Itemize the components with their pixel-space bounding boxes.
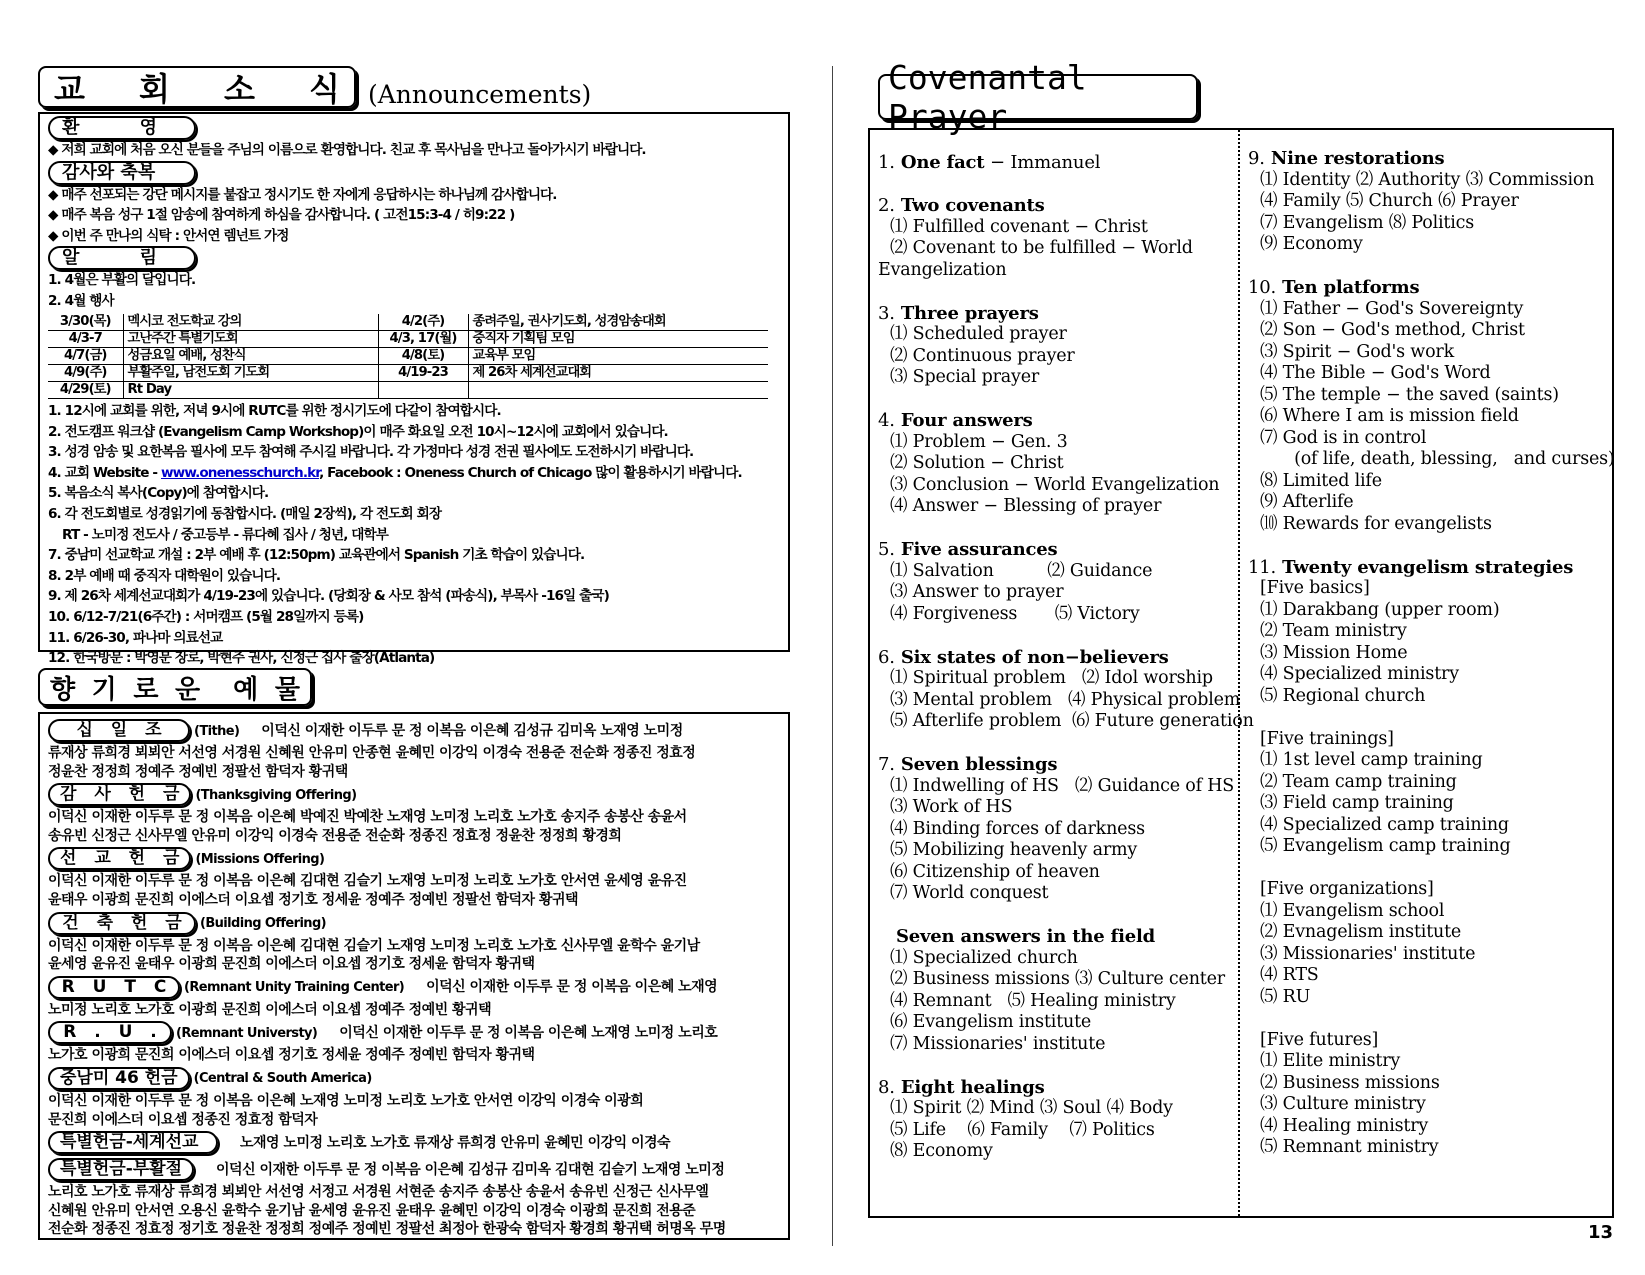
section-gap	[878, 905, 1234, 927]
offering-names-line: 노미정 노리호 노가호 이광희 문진희 이에스더 이요셉 정예주 정예빈 황귀택	[48, 1001, 492, 1018]
section-gap	[878, 1055, 1234, 1077]
prayer-section-heading	[878, 410, 1234, 432]
prayer-item: ⑶ Field camp training	[1260, 793, 1454, 813]
offering-header	[48, 974, 782, 1001]
event-cell: 4/19-23	[378, 365, 468, 382]
event-cell: 고난주간 특별기도회	[123, 331, 378, 348]
event-cell: 4/3-7	[48, 331, 123, 348]
prayer-item: ⑶ Missionaries' institute	[1260, 943, 1476, 964]
prayer-item: ⑸ Evangelism camp training	[1260, 836, 1511, 856]
welcome-label-text: 환 영	[62, 117, 158, 138]
prayer-item: ⑵ Evnagelism institute	[1260, 922, 1462, 942]
prayer-item: ⑴ Father − God's Sovereignty	[1260, 298, 1524, 319]
prayer-item: ⑹ Where I am is mission field	[1260, 406, 1519, 426]
offering-names-line: 노가호 이광희 문진희 이에스더 이요셉 정기호 정세윤 정예주 정예빈 함덕자 황귀택	[48, 1047, 535, 1064]
section-title: Five assurances	[900, 539, 1058, 560]
announcements-box	[38, 112, 790, 667]
section-gap	[878, 733, 1234, 755]
notice-item: 12. 한국방문 : 박영문 장로, 박현주 권사, 신정근 집사 출장(Atlanta)	[48, 650, 435, 667]
thanks-label: 감사와 축복	[48, 161, 196, 185]
prayer-item	[1248, 858, 1610, 880]
prayer-item: ⑸ Regional church	[1260, 685, 1426, 706]
prayer-section-heading	[878, 195, 1234, 217]
section-title: Ten platforms	[1282, 277, 1420, 298]
title-char: 교	[54, 70, 85, 108]
offering-names: 이덕신 이재한 이두루 문 정 이복음 이은혜 노재영 노미정 노리호	[339, 1024, 718, 1041]
section-gap	[1248, 535, 1610, 557]
event-row	[48, 314, 768, 331]
notice-label	[48, 246, 196, 270]
offering-names-line: 송유빈 신정근 신사무엘 안유미 이강익 이경숙 전용준 전순화 정종진 정효정 정윤찬 정정희 황경희	[48, 827, 622, 844]
prayer-item: ⑻ Limited life	[1260, 470, 1382, 491]
event-cell: 교육부 모임	[468, 348, 768, 365]
page-divider	[832, 66, 833, 1246]
offering-header	[48, 717, 782, 744]
event-cell: 성금요일 예배, 성찬식	[123, 348, 378, 365]
section-title: Four answers	[900, 410, 1033, 431]
prayer-item: ⑷ Specialized ministry	[1260, 664, 1459, 684]
notice-item: RT - 노미정 전도사 / 중고등부 - 류다혜 집사 / 청년, 대학부	[62, 526, 388, 543]
prayer-item: ⑻ Economy	[890, 1141, 993, 1161]
announcements-subtitle: (Announcements)	[368, 80, 592, 109]
prayer-item: [Five trainings]	[1260, 728, 1394, 749]
offering-header	[48, 1129, 782, 1156]
offering-label: 특별헌금-세계선교	[48, 1131, 218, 1154]
prayer-section-heading	[878, 1077, 1234, 1099]
prayer-item: ⑼ Afterlife	[1260, 492, 1354, 512]
prayer-item: ⑴ Salvation ⑵ Guidance	[890, 560, 1153, 581]
offering-english: (Tithe)	[194, 723, 240, 739]
section-number: 5.	[878, 539, 895, 560]
offerings-title	[38, 668, 312, 706]
offering-english: (Central & South America)	[193, 1071, 372, 1087]
prayer-item: ⑶ Conclusion − World Evangelization	[890, 474, 1220, 495]
prayer-section-heading	[878, 539, 1234, 561]
events-table	[48, 314, 768, 400]
prayer-item: ⑸ Mobilizing heavenly army	[890, 840, 1138, 860]
offering-names: 이덕신 이재한 이두루 문 정 이복음 이은혜 노재영	[426, 979, 718, 996]
offering-english: (Building Offering)	[200, 916, 327, 932]
announcement-line: 1. 4월은 부활의 달입니다.	[48, 272, 196, 289]
prayer-section-heading	[1248, 277, 1610, 299]
offering-names-line: 신혜원 안유미 안서연 오용신 윤학수 윤기남 윤세영 윤유진 윤태우 윤혜민 이강익 이경숙 이광희 문진희 전용준	[48, 1202, 696, 1219]
title-char: 식	[309, 70, 340, 108]
prayer-item	[1248, 707, 1610, 729]
prayer-item: ⑷ RTS	[1260, 965, 1319, 985]
prayer-item: [Five basics]	[1260, 578, 1370, 598]
offering-names-line: 윤세영 윤유진 윤태우 이광희 문진희 이에스더 이요셉 정기호 정세윤 함덕자 황귀택	[48, 956, 535, 973]
section-number: 8.	[878, 1076, 895, 1098]
section-number: 2.	[878, 195, 895, 216]
prayer-item: ⑵ Solution − Christ	[890, 453, 1064, 473]
prayer-item: ⑵ Business missions	[1260, 1072, 1440, 1093]
column-divider	[1238, 130, 1240, 1216]
event-cell: 제 26차 세계선교대회	[468, 365, 768, 382]
prayer-item: ⑵ Continuous prayer	[890, 345, 1075, 366]
section-number: 11.	[1248, 556, 1277, 578]
offering-names-line: 문진희 이에스더 이요셉 정종진 정효정 함덕자	[48, 1111, 318, 1128]
prayer-item: ⑵ Team camp training	[1260, 771, 1457, 792]
prayer-item: ⑵ Son − God's method, Christ	[1260, 320, 1525, 340]
offering-names-line: 이덕신 이재한 이두루 문 정 이복음 이은혜 노재영 노미정 노리호 노가호 안서연 이강익 이경숙 이광희	[48, 1092, 644, 1109]
section-number: 7.	[878, 754, 895, 775]
event-cell: 4/8(토)	[378, 348, 468, 365]
title-char: 기	[91, 674, 117, 705]
prayer-item: ⑹ Evangelism institute	[890, 1012, 1092, 1032]
covenantal-prayer-title: Covenantal Prayer	[878, 74, 1198, 120]
prayer-item: ⑸ The temple − the saved (saints)	[1260, 384, 1559, 405]
offering-label: 특별헌금-부활절	[48, 1158, 194, 1181]
event-cell: 4/3, 17(월)	[378, 331, 468, 348]
notice-item: 7. 중남미 선교학교 개설 : 2부 예배 후 (12:50pm) 교육관에서 Spanish 기초 학습이 있습니다.	[48, 547, 585, 564]
prayer-section-heading	[1248, 557, 1610, 579]
prayer-item: ⑷ Forgiveness ⑸ Victory	[890, 603, 1140, 624]
prayer-item: (of life, death, blessing, and curses)	[1278, 449, 1615, 469]
offering-names-line: 전순화 정종진 정효정 정기호 정윤찬 정정희 정예주 정예빈 정팔선 최정아 한광숙 함덕자 황경희 황귀택 허명옥 무명	[48, 1221, 726, 1238]
notice-item: 6. 각 전도회별로 성경읽기에 동참합시다. (매일 2장씩), 각 전도회 회장	[48, 506, 442, 523]
section-gap	[1248, 256, 1610, 278]
notice-item: 10. 6/12-7/21(6주간) : 서머캠프 (5월 28일까지 등록)	[48, 609, 364, 625]
prayer-item: ⑵ Team ministry	[1260, 621, 1407, 641]
prayer-item: [Five organizations]	[1260, 879, 1434, 899]
event-cell	[378, 382, 468, 399]
notice-item: 1. 12시에 교회를 위한, 저녁 9시에 RUTC를 위한 정시기도에 다같이 참여합시다.	[48, 403, 501, 420]
prayer-item: ⑴ Darakbang (upper room)	[1260, 599, 1500, 620]
event-cell: 4/29(토)	[48, 382, 123, 399]
offering-header	[48, 910, 782, 937]
event-cell: 멕시코 전도학교 강의	[123, 314, 378, 331]
event-cell: 3/30(목)	[48, 314, 123, 331]
offering-header	[48, 1156, 782, 1183]
offering-names-line: 류재상 류희경 뵈뵈안 서선영 서경원 신혜원 안유미 안종현 윤혜민 이강익 이경숙 전용준 전순화 정종진 정효정	[48, 745, 696, 761]
prayer-item: ⑶ Spirit − God's work	[1260, 341, 1454, 362]
prayer-item: ⑴ Elite ministry	[1260, 1051, 1401, 1071]
prayer-item: ⑶ Mission Home	[1260, 642, 1408, 663]
prayer-item: ⑴ Indwelling of HS ⑵ Guidance of HS	[890, 775, 1235, 796]
prayer-item: ⑷ The Bible − God's Word	[1260, 363, 1491, 383]
prayer-item: ⑷ Healing ministry	[1260, 1115, 1429, 1136]
prayer-item: ⑸ Life ⑹ Family ⑺ Politics	[890, 1119, 1155, 1140]
notice-item: 2. 전도캠프 워크샵 (Evangelism Camp Workshop)이 매주 화요일 오전 10시~12시에 교회에서 있습니다.	[48, 423, 668, 440]
offering-label: 감 사 헌 금	[48, 783, 191, 806]
offering-label: R . U .	[48, 1021, 172, 1044]
prayer-item: ⑷ Specialized camp training	[1260, 814, 1509, 835]
event-cell: Rt Day	[123, 382, 378, 399]
event-row	[48, 365, 768, 382]
prayer-item: ⑺ World conquest	[890, 883, 1049, 903]
prayer-item: ⑶ Special prayer	[890, 367, 1040, 387]
prayer-item: ⑸ Remnant ministry	[1260, 1137, 1439, 1157]
title-char: 소	[224, 70, 255, 108]
prayer-item: ⑶ Culture ministry	[1260, 1094, 1426, 1114]
offering-label: R U T C	[48, 976, 180, 999]
prayer-section-heading	[878, 152, 1234, 174]
prayer-item: ⑴ Scheduled prayer	[890, 324, 1067, 344]
announcement-line: ◆ 저희 교회에 처음 오신 분들을 주님의 이름으로 환영합니다. 친교 후 목사님을 만나고 돌아가시기 바랍니다.	[48, 142, 646, 158]
notice-label-text: 알 림	[62, 247, 158, 269]
prayer-item: ⑵ Business missions ⑶ Culture center	[890, 969, 1225, 989]
prayer-item: ⑹ Citizenship of heaven	[890, 861, 1100, 882]
offering-label: 중남미 46 헌금	[48, 1067, 190, 1090]
section-number: 1.	[878, 152, 895, 173]
prayer-item: ⑺ Missionaries' institute	[890, 1033, 1106, 1054]
section-gap	[878, 389, 1234, 411]
prayer-item: ⑴ 1st level camp training	[1260, 750, 1483, 770]
offering-english: (Thanksgiving Offering)	[195, 787, 357, 803]
title-char: 물	[274, 674, 300, 705]
offering-names: 이덕신 이재한 이두루 문 정 이복음 이은혜 김성규 김미옥 김대현 김슬기 노재영 노미정	[216, 1161, 725, 1178]
notice-item: 11. 6/26-30, 파나마 의료선교	[48, 629, 223, 646]
prayer-item: ⑶ Mental problem ⑷ Physical problem	[890, 689, 1241, 710]
prayer-item: ⑴ Specialized church	[890, 947, 1078, 968]
offerings-box	[38, 712, 790, 1240]
title-char: 회	[139, 70, 170, 108]
section-title: Two covenants	[900, 195, 1045, 216]
section-title: Six states of non−believers	[900, 646, 1169, 668]
prayer-section-heading	[1248, 148, 1610, 170]
prayer-item: ⑷ Remnant ⑸ Healing ministry	[890, 990, 1176, 1011]
offering-names-line: 정윤찬 정정희 정예주 정예빈 정팔선 함덕자 황귀택	[48, 763, 348, 780]
offering-names: 이덕신 이재한 이두루 문 정 이복음 이은혜 김성규 김미옥 노재영 노미정	[261, 722, 683, 739]
event-cell: 4/2(주)	[378, 314, 468, 331]
section-number: 9.	[1248, 148, 1265, 169]
prayer-item: ⑸ RU	[1260, 986, 1311, 1007]
section-title: Eight healings	[900, 1076, 1045, 1098]
offering-names-line: 윤태우 이광희 문진희 이에스더 이요셉 정기호 정세윤 정예주 정예빈 정팔선 함덕자 황귀택	[48, 891, 579, 908]
title-char: 예	[233, 674, 259, 705]
section-title: Seven answers in the field	[896, 926, 1155, 947]
section-title: Twenty evangelism strategies	[1282, 556, 1574, 578]
prayer-item: ⑶ Answer to prayer	[890, 582, 1064, 602]
prayer-section-heading	[878, 754, 1234, 776]
offering-names-line: 이덕신 이재한 이두루 문 정 이복음 이은혜 김대현 김슬기 노재영 노미정 노리호 노가호 신사무엘 윤학수 윤기남	[48, 937, 700, 954]
title-char: 운	[174, 674, 201, 705]
notice-item: 5. 복음소식 복사(Copy)에 참여합시다.	[48, 485, 269, 502]
event-cell	[468, 382, 768, 399]
announcement-line: ◆ 이번 주 만나의 식탁 : 안서연 렘넌트 가정	[48, 227, 289, 244]
title-char: 로	[133, 674, 159, 705]
offering-label: 건 축 헌 금	[48, 912, 196, 935]
prayer-section-heading	[878, 926, 1234, 948]
prayer-section-heading	[878, 303, 1234, 325]
event-cell: 부활주일, 남전도회 기도회	[123, 365, 378, 382]
event-row	[48, 331, 768, 348]
offering-header	[48, 845, 782, 872]
prayer-item: ⑺ Evangelism ⑻ Politics	[1260, 212, 1474, 233]
section-title: Seven blessings	[900, 754, 1058, 775]
offering-header	[48, 781, 782, 808]
prayer-item: ⑷ Answer − Blessing of prayer	[890, 496, 1162, 516]
section-tail: − Immanuel	[984, 152, 1101, 173]
offering-names-line: 노리호 노가호 류재상 류희경 뵈뵈안 서선영 서정고 서경원 서현준 송지주 송봉산 송윤서 송유빈 신정근 신사무엘	[48, 1184, 709, 1201]
section-title: Three prayers	[900, 302, 1039, 324]
prayer-item: ⑵ Covenant to be fulfilled − World	[890, 238, 1193, 258]
announcements-title	[38, 66, 356, 108]
announcement-line: 2. 4월 행사	[48, 292, 114, 309]
event-cell: 4/7(금)	[48, 348, 123, 365]
website-line: 4. 교회 Website - www.onenesschurch.kr, Facebook : Oneness Church of Chicago 많이 활용하시기 바랍니다.	[48, 464, 742, 481]
prayer-item: ⑴ Identity ⑵ Authority ⑶ Commission	[1260, 169, 1595, 190]
offering-header	[48, 1019, 782, 1046]
prayer-section-heading	[878, 647, 1234, 669]
prayer-item: ⑶ Work of HS	[890, 797, 1013, 817]
prayer-item: ⑴ Spirit ⑵ Mind ⑶ Soul ⑷ Body	[890, 1098, 1173, 1118]
prayer-item: ⑷ Binding forces of darkness	[890, 818, 1145, 839]
event-row	[48, 348, 768, 365]
section-gap	[878, 625, 1234, 647]
notice-item: 9. 제 26차 세계선교대회가 4/19-23에 있습니다. (당회장 & 사모 참석 (파송식), 부목사 -16일 출국)	[48, 588, 609, 605]
section-title: Nine restorations	[1270, 148, 1445, 169]
prayer-item: ⑸ Afterlife problem ⑹ Future generation	[890, 711, 1254, 731]
section-number: 4.	[878, 410, 895, 431]
event-row	[48, 382, 768, 399]
announcement-line: ◆ 매주 선포되는 강단 메시지를 붙잡고 정시기도 한 자에게 응답하시는 하나님께 감사합니다.	[48, 186, 557, 203]
prayer-item: ⑽ Rewards for evangelists	[1260, 513, 1492, 534]
website-link[interactable]: www.onenesschurch.kr	[161, 464, 320, 481]
offering-english: (Missions Offering)	[195, 851, 325, 867]
notice-item: 3. 성경 암송 및 요한복음 필사에 모두 참여해 주시길 바랍니다. 각 가정마다 성경 전권 필사에도 도전하시기 바랍니다.	[48, 444, 694, 461]
prayer-item: Evangelization	[878, 259, 1007, 280]
event-cell: 종려주일, 권사기도회, 성경암송대회	[468, 314, 768, 331]
offering-names-line: 이덕신 이재한 이두루 문 정 이복음 이은혜 김대현 김슬기 노재영 노미정 노리호 노가호 안서연 윤세영 윤유진	[48, 873, 687, 890]
announcement-line: ◆ 매주 복음 성구 1절 암송에 참여하게 하심을 감사합니다. ( 고전15:3-4 / 히9:22 )	[48, 207, 515, 224]
offering-label: 십 일 조	[48, 719, 190, 742]
section-number: 6.	[878, 646, 895, 668]
section-number: 10.	[1248, 277, 1277, 298]
title-char: 향	[50, 674, 76, 705]
event-cell: 4/9(주)	[48, 365, 123, 382]
section-gap	[878, 518, 1234, 540]
prayer-item: ⑼ Economy	[1260, 234, 1363, 254]
prayer-item	[1248, 1008, 1610, 1030]
offering-label: 선 교 헌 금	[48, 847, 191, 870]
offering-names-line: 이덕신 이재한 이두루 문 정 이복음 이은혜 박예진 박예찬 노재영 노미정 노리호 노가호 송지주 송봉산 송윤서	[48, 809, 687, 826]
offering-english: (Remnant Universty)	[176, 1025, 318, 1041]
offering-english: (Remnant Unity Training Center)	[184, 980, 405, 996]
page-number: 13	[1588, 1222, 1614, 1243]
prayer-item: ⑺ God is in control	[1260, 427, 1427, 448]
notice-item: 8. 2부 예배 때 중직자 대학원이 있습니다.	[48, 567, 281, 584]
prayer-column-right	[1248, 148, 1615, 1159]
prayer-item: ⑴ Fulfilled covenant − Christ	[890, 216, 1148, 237]
section-title: One fact	[900, 152, 985, 173]
section-number: 3.	[878, 302, 895, 324]
prayer-item: [Five futures]	[1260, 1029, 1379, 1050]
prayer-item: ⑴ Evangelism school	[1260, 900, 1445, 921]
offering-header	[48, 1065, 782, 1092]
prayer-item: ⑷ Family ⑸ Church ⑹ Prayer	[1260, 191, 1519, 211]
welcome-label	[48, 116, 196, 140]
prayer-item: ⑴ Spiritual problem ⑵ Idol worship	[890, 668, 1213, 688]
section-gap	[878, 281, 1234, 303]
prayer-item: ⑴ Problem − Gen. 3	[890, 431, 1068, 452]
section-gap	[878, 174, 1234, 196]
prayer-column-left	[878, 152, 1254, 1163]
offering-names: 노재영 노미정 노리호 노가호 류재상 류희경 안유미 윤혜민 이강익 이경숙	[240, 1134, 671, 1151]
event-cell: 중직자 기획팀 모임	[468, 331, 768, 348]
